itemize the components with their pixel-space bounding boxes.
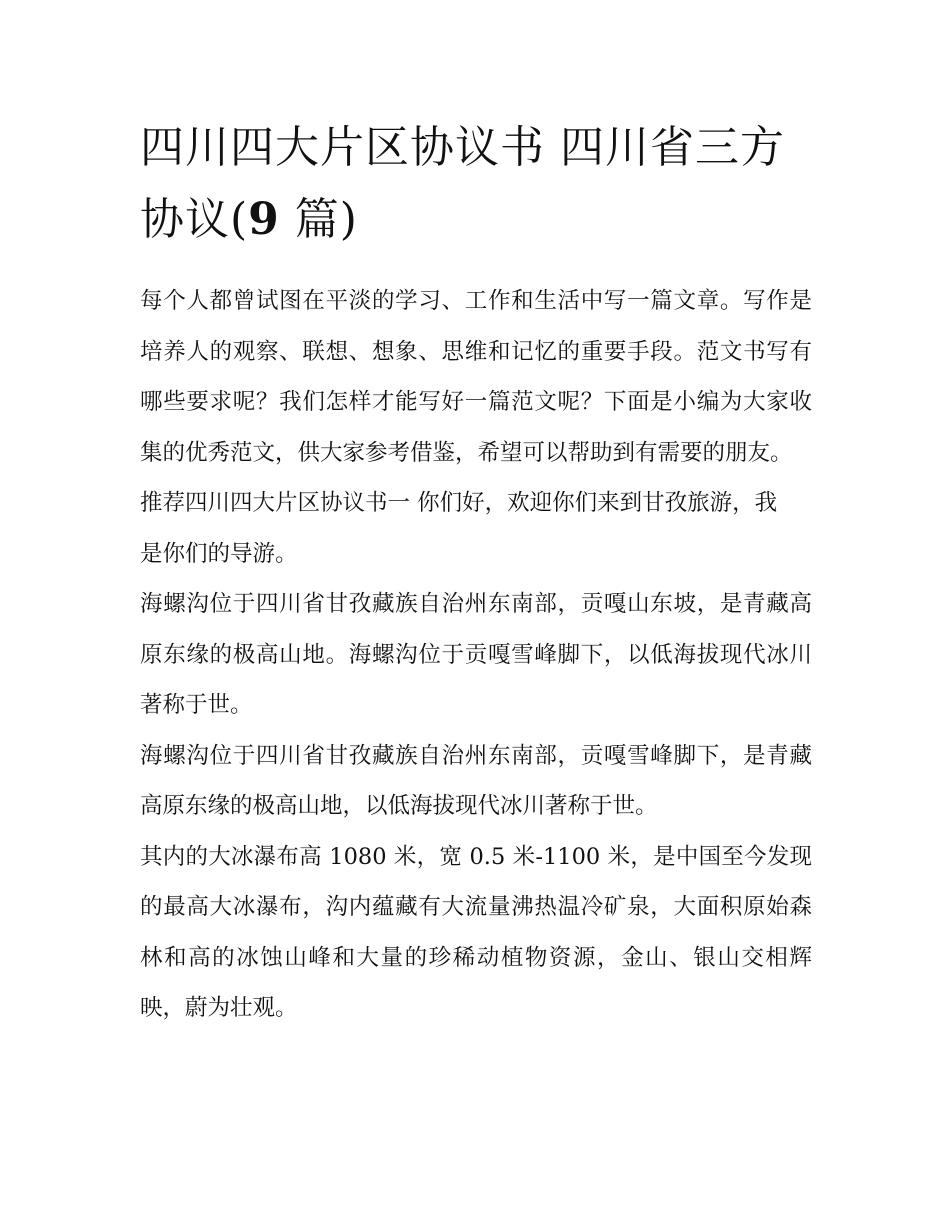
paragraph-greeting: 推荐四川四大片区协议书一 你们好，欢迎你们来到甘孜旅游，我是你们的导游。 [140,490,778,567]
title-text-part2: 篇) [279,194,358,245]
document-body [140,276,812,1034]
paragraph-intro: 每个人都曾试图在平淡的学习、工作和生活中写一篇文章。写作是培养人的观察、联想、想象、思维和记忆的重要手段。范文书写有哪些要求呢？我们怎样才能写好一篇范文呢？下面是小编为大家收集的优秀范文，供大家参考借鉴，希望可以帮助到有需要的朋友。 [140,288,812,466]
paragraph-hailuogou-1: 海螺沟位于四川省甘孜藏族自治州东南部，贡嘎山东坡，是青藏高原东缘的极高山地。海螺沟位于贡嘎雪峰脚下，以低海拔现代冰川著称于世。 [140,591,812,718]
document-title [140,112,820,256]
paragraph-hailuogou-2: 海螺沟位于四川省甘孜藏族自治州东南部，贡嘎雪峰脚下，是青藏高原东缘的极高山地，以低海拔现代冰川著称于世。 [140,742,812,819]
title-text-part1: 四川四大片区协议书 四川省三方协议( [140,122,785,245]
paragraph-icefall: 其内的大冰瀑布高 1080 米，宽 0.5 米-1100 米，是中国至今发现的最高大冰瀑布，沟内蕴藏有大流量沸热温冷矿泉，大面积原始森林和高的冰蚀山峰和大量的珍稀动植物资源，金山、银山交相辉映，蔚为壮观。 [140,843,812,1021]
title-count: 9 [248,194,280,245]
